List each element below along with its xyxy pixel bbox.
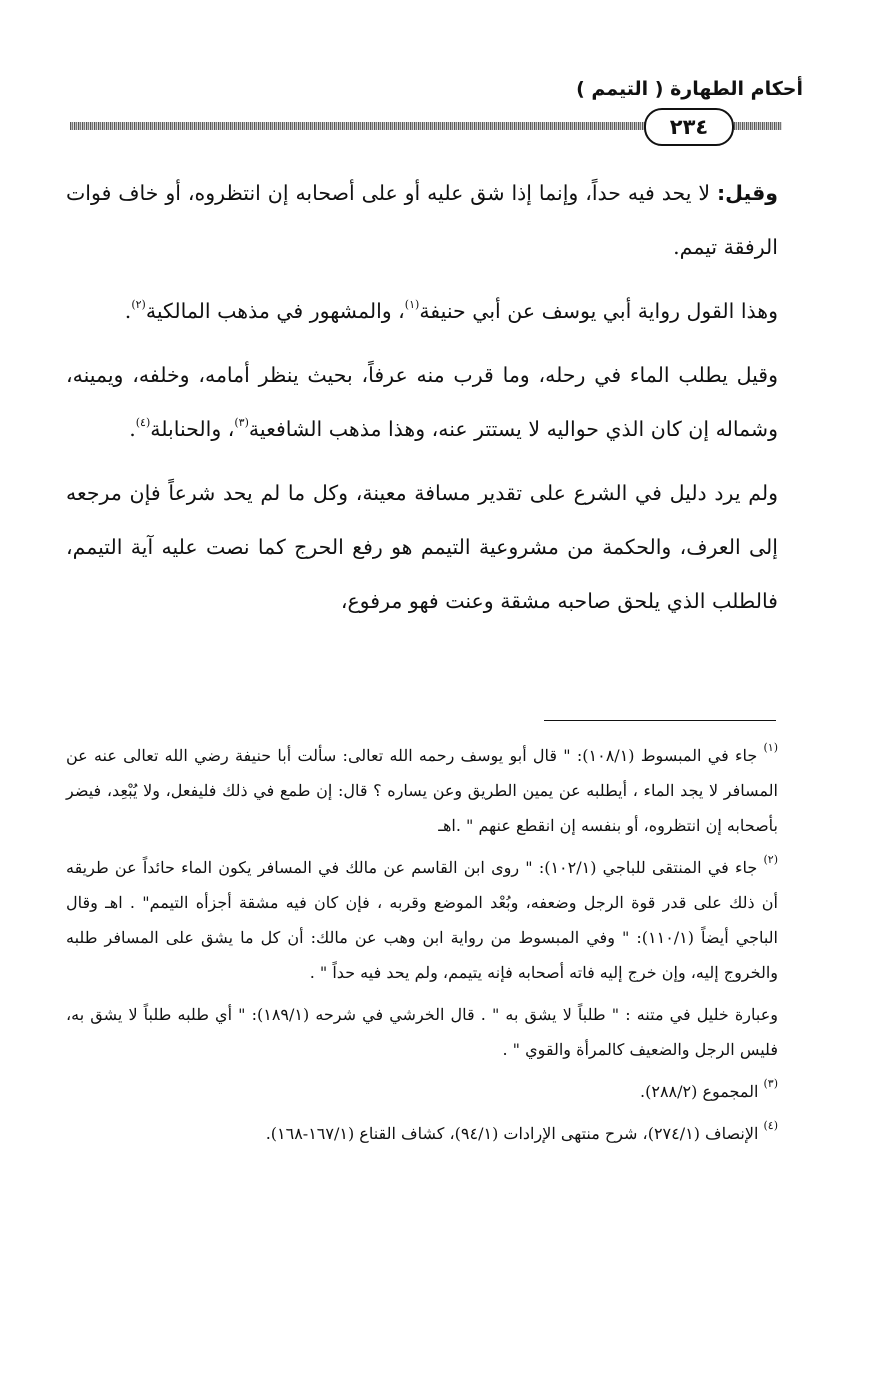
- paragraph-text: ، والمشهور في مذهب المالكية: [145, 299, 405, 323]
- paragraph-text: .: [129, 417, 136, 441]
- footnote-text: الإنصاف (٢٧٤/١)، شرح منتهى الإرادات (٩٤/١)، كشاف القناع (١٦٧/١-١٦٨).: [265, 1124, 764, 1143]
- main-text: [66, 166, 778, 638]
- footnote-ref-1[interactable]: (١): [404, 298, 420, 312]
- paragraph-lead-word: وقيل:: [716, 181, 778, 205]
- footnote-2-continuation: وعبارة خليل في متنه : " طلباً لا يشق به " . قال الخرشي في شرحه (١٨٩/١): " أي طلبه طلباً لا يشق به، فليس الرجل والضعيف كالمرأة والقوي " .: [66, 1005, 779, 1059]
- footnote-ref-3[interactable]: (٣): [234, 416, 249, 430]
- footnote-number: (١): [763, 741, 779, 755]
- paragraph-2: [66, 284, 778, 338]
- paragraph-text: وقيل يطلب الماء في رحله، وما قرب منه عرفاً، بحيث ينظر أمامه، وخلفه، ويمينه، وشماله إن كان الذي حواليه لا يستتر عنه، وهذا مذهب الشافعية: [66, 363, 778, 441]
- page-number-badge: ٢٣٤: [644, 108, 734, 146]
- paragraph-3: [66, 348, 778, 456]
- footnote-text: المجموع (٢٨٨/٢).: [640, 1082, 764, 1101]
- footnote-divider: [544, 720, 776, 721]
- footnote-1: [66, 738, 778, 843]
- paragraph-4: ولم يرد دليل في الشرع على تقدير مسافة معينة، وكل ما لم يحد شرعاً فإن مرجعه إلى العرف، والحكمة من مشروعية التيمم هو رفع الحرج كما نصت عليه آية التيمم، فالطلب الذي يلحق صاحبه مشقة وعنت فهو مرفوع،: [66, 481, 778, 613]
- footnote-4: [66, 1116, 778, 1151]
- footnotes: [66, 738, 778, 1158]
- footnote-ref-2[interactable]: (٢): [131, 298, 146, 312]
- footnote-3: [66, 1074, 778, 1109]
- footnote-number: (٣): [763, 1077, 778, 1091]
- paragraph-text: .: [124, 299, 132, 323]
- paragraph-1: [66, 166, 778, 274]
- footnote-number: (٢): [763, 853, 779, 867]
- paragraph-text: وهذا القول رواية أبي يوسف عن أبي حنيفة: [419, 299, 778, 323]
- footnote-number: (٤): [763, 1119, 778, 1133]
- footnote-ref-4[interactable]: (٤): [135, 416, 151, 430]
- paragraph-text: لا يحد فيه حداً، وإنما إذا شق عليه أو على أصحابه إن انتظروه، أو خاف فوات الرفقة تيمم.: [66, 181, 778, 259]
- footnote-text: جاء في المنتقى للباجي (١٠٢/١): " روى ابن القاسم عن مالك في المسافر يكون الماء حائداً عن طريقه أن ذلك على قدر قوة الرجل وضعفه، وبُعْد الموضع وقربه ، فإن كان فيه مشقة أجزأه التيمم" . اهـ وقال الباجي أيضاً (١١٠/١): " وفي المبسوط من رواية ابن وهب عن مالك: أن كل ما يشق على المسافر طلبه والخروج إليه، وإن خرج إليه فاته أصحابه فإنه يتيمم، ولم يحد فيه حداً " .: [66, 858, 778, 982]
- footnote-2: [66, 850, 778, 990]
- running-header-title: أحكام الطهارة ( التيمم ): [576, 78, 803, 100]
- footnote-text: جاء في المبسوط (١٠٨/١): " قال أبو يوسف رحمه الله تعالى: سألت أبا حنيفة رضي الله تعالى عنه عن المسافر لا يجد الماء ، أيطلبه عن يمين الطريق وعن يساره ؟ قال: إن طمع في ذلك فليفعل، ولا يُبْعِد، فيضر بأصحابه إن انتظروه، أو بنفسه إن انقطع عنهم " .اهـ: [66, 746, 779, 835]
- paragraph-text: ، والحنابلة: [150, 417, 235, 441]
